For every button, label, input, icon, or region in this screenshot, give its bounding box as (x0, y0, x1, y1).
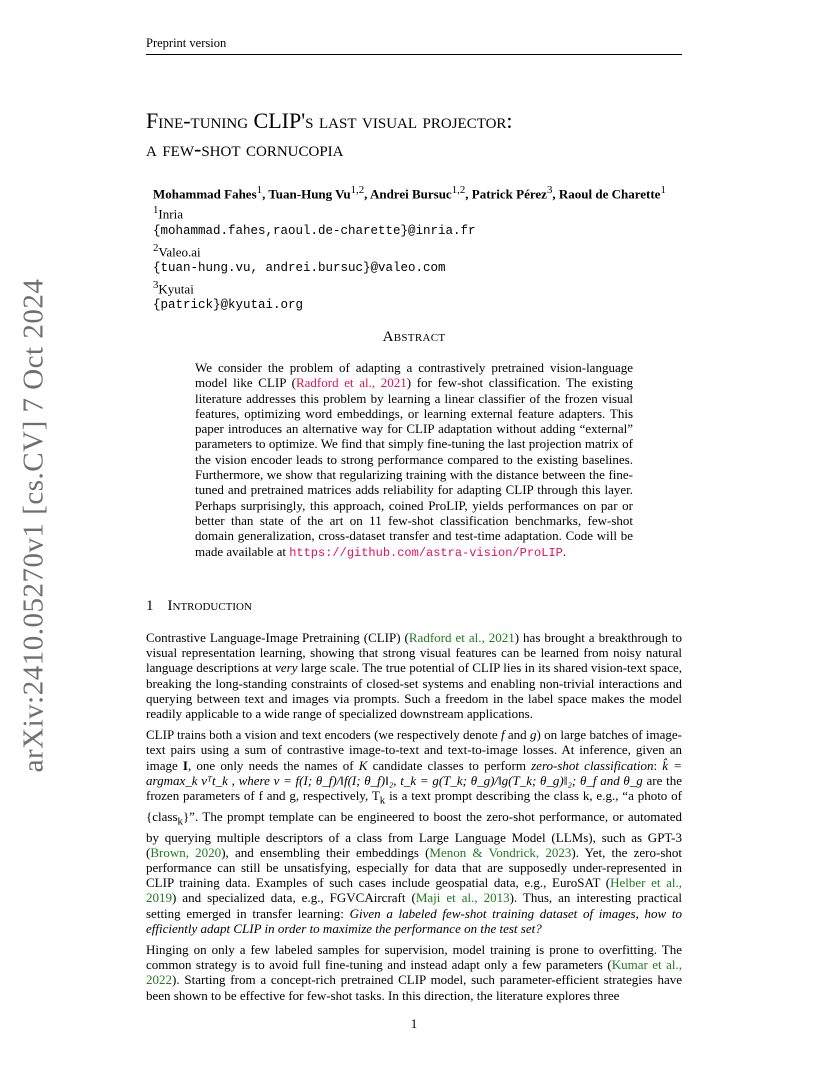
affiliation-valeo: $^2$Valeo.ai (153, 241, 201, 259)
author-block (153, 182, 713, 314)
email-kyutai: {patrick}@kyutai.org (153, 298, 304, 313)
introduction-body (146, 630, 682, 1009)
citation-link[interactable]: Kumar et al., 2022 (146, 957, 682, 988)
paper-title (146, 107, 706, 163)
citation-link[interactable]: Maji et al., 2013 (415, 890, 510, 906)
affiliation-inria: $^1$Inria (153, 204, 183, 222)
math-formula: k̂ = argmax_k vᵀt_k , where v = f(I; θ_f)/‖f(I; θ_f)‖₂, t_k = g(T_k; θ_g)/‖g(T_k; θ_g)‖₂; θ_f and θ_g (146, 757, 682, 788)
paragraph: CLIP trains both a vision and text encoders (we respectively denote f and g) on large batches of image-text pairs using a sum of contrastive image-to-text and text-to-image losses. At inference, given an image I, one only needs the names of K candidate classes to perform zero-shot classification: k̂ = argmax_k vᵀt_k , where v = f(I; θ_f)/‖f(I; θ_f)‖₂, t_k = g(T_k; θ_g)/‖g(T_k; θ_g)‖₂; θ_f and θ_g are the frozen parameters of f and g, respectively, $T_k$ is a text prompt describing the class k, e.g., “a photo of {class$_k$}”. The prompt template can be engineered to boost the zero-shot performance, or automated by querying multiple descriptors of a class from Large Language Model (LLMs), such as GPT-3 (Brown, 2020), and ensembling their embeddings (Menon & Vondrick, 2023). Yet, the zero-shot performance can still be unsatisfying, especially for data that are supposedly under-represented in CLIP training data. Examples of such cases include geospatial data, e.g., EuroSAT (Helber et al., 2019) and specialized data, e.g., FGVCAircraft (Maji et al., 2013). Thus, an interesting practical setting emerged in transfer learning: Given a labeled few-shot training dataset of images, how to efficiently adapt CLIP in order to maximize the performance on the test set? (146, 727, 683, 936)
email-valeo: {tuan-hung.vu, andrei.bursuc}@valeo.com (153, 260, 446, 275)
citation-link[interactable]: Helber et al., 2019 (146, 875, 683, 906)
author-names: Mohammad Fahes$^1$, Tuan-Hung Vu$^{1,2}$, Andrei Bursuc$^{1,2}$, Patrick Pérez$^3$, Raoul de Charette$^1$ (153, 184, 666, 202)
paragraph: Hinging on only a few labeled samples for supervision, model training is prone to overfitting. The common strategy is to avoid full fine-tuning and instead adapt only a few parameters (Kumar et al., 2022). Starting from a concept-rich pretrained CLIP model, such parameter-efficient strategies have been shown to be effective for few-shot tasks. In this direction, the literature explores three (146, 942, 682, 1003)
section-heading-introduction: 1 Introduction (146, 598, 252, 614)
abstract-body: We consider the problem of adapting a contrastively pretrained vision-language model like CLIP (Radford et al., 2021) for few-shot classification. The existing literature addresses this problem by learning a linear classifier of the frozen visual features, optimizing word embeddings, or learning external feature adapters. This paper introduces an alternative way for CLIP adaptation without adding “external” parameters to optimize. We find that simply fine-tuning the last projection matrix of the vision encoder leads to strong performance compared to the existing baselines. Furthermore, we show that regularizing training with the distance between the fine-tuned and pretrained matrices adds reliability for adapting CLIP through this layer. Perhaps surprisingly, this approach, coined ProLIP, yields performances on par or better than state of the art on 11 few-shot classification benchmarks, few-shot domain generalization, cross-dataset transfer and test-time adaptation. Code will be made available at https://github.com/astra-vision/ProLIP. (195, 360, 634, 560)
title-line-2: a few-shot cornucopia (146, 136, 344, 161)
code-url-link[interactable]: https://github.com/astra-vision/ProLIP (289, 545, 563, 560)
citation-link[interactable]: Radford et al., 2021 (295, 375, 407, 391)
affiliation-kyutai: $^3$Kyutai (153, 278, 194, 297)
abstract-heading: Abstract (382, 329, 446, 345)
running-header: Preprint version (146, 36, 682, 55)
title-line-1: Fine-tuning CLIP's last visual projector: (146, 108, 513, 133)
arxiv-side-label: arXiv:2410.05270v1 [cs.CV] 7 Oct 2024 (17, 278, 50, 772)
citation-link[interactable]: Brown, 2020 (150, 844, 222, 860)
email-inria: {mohammad.fahes,raoul.de-charette}@inria.fr (153, 223, 476, 238)
page-number: 1 (410, 1016, 418, 1031)
citation-link[interactable]: Menon & Vondrick, 2023 (429, 844, 572, 860)
paragraph: Contrastive Language-Image Pretraining (CLIP) (Radford et al., 2021) has brought a breakthrough to visual representation learning, showing that strong visual features can be learned from noisy natural language descriptions at very large scale. The true potential of CLIP lies in its shared vision-text space, breaking the long-standing constraints of closed-set systems and enabling non-trivial interactions and querying between text and images via prompts. Such a freedom in the label space makes the model readily applicable to a wide range of specialized downstream applications. (146, 630, 682, 722)
citation-link[interactable]: Radford et al., 2021 (408, 630, 515, 645)
